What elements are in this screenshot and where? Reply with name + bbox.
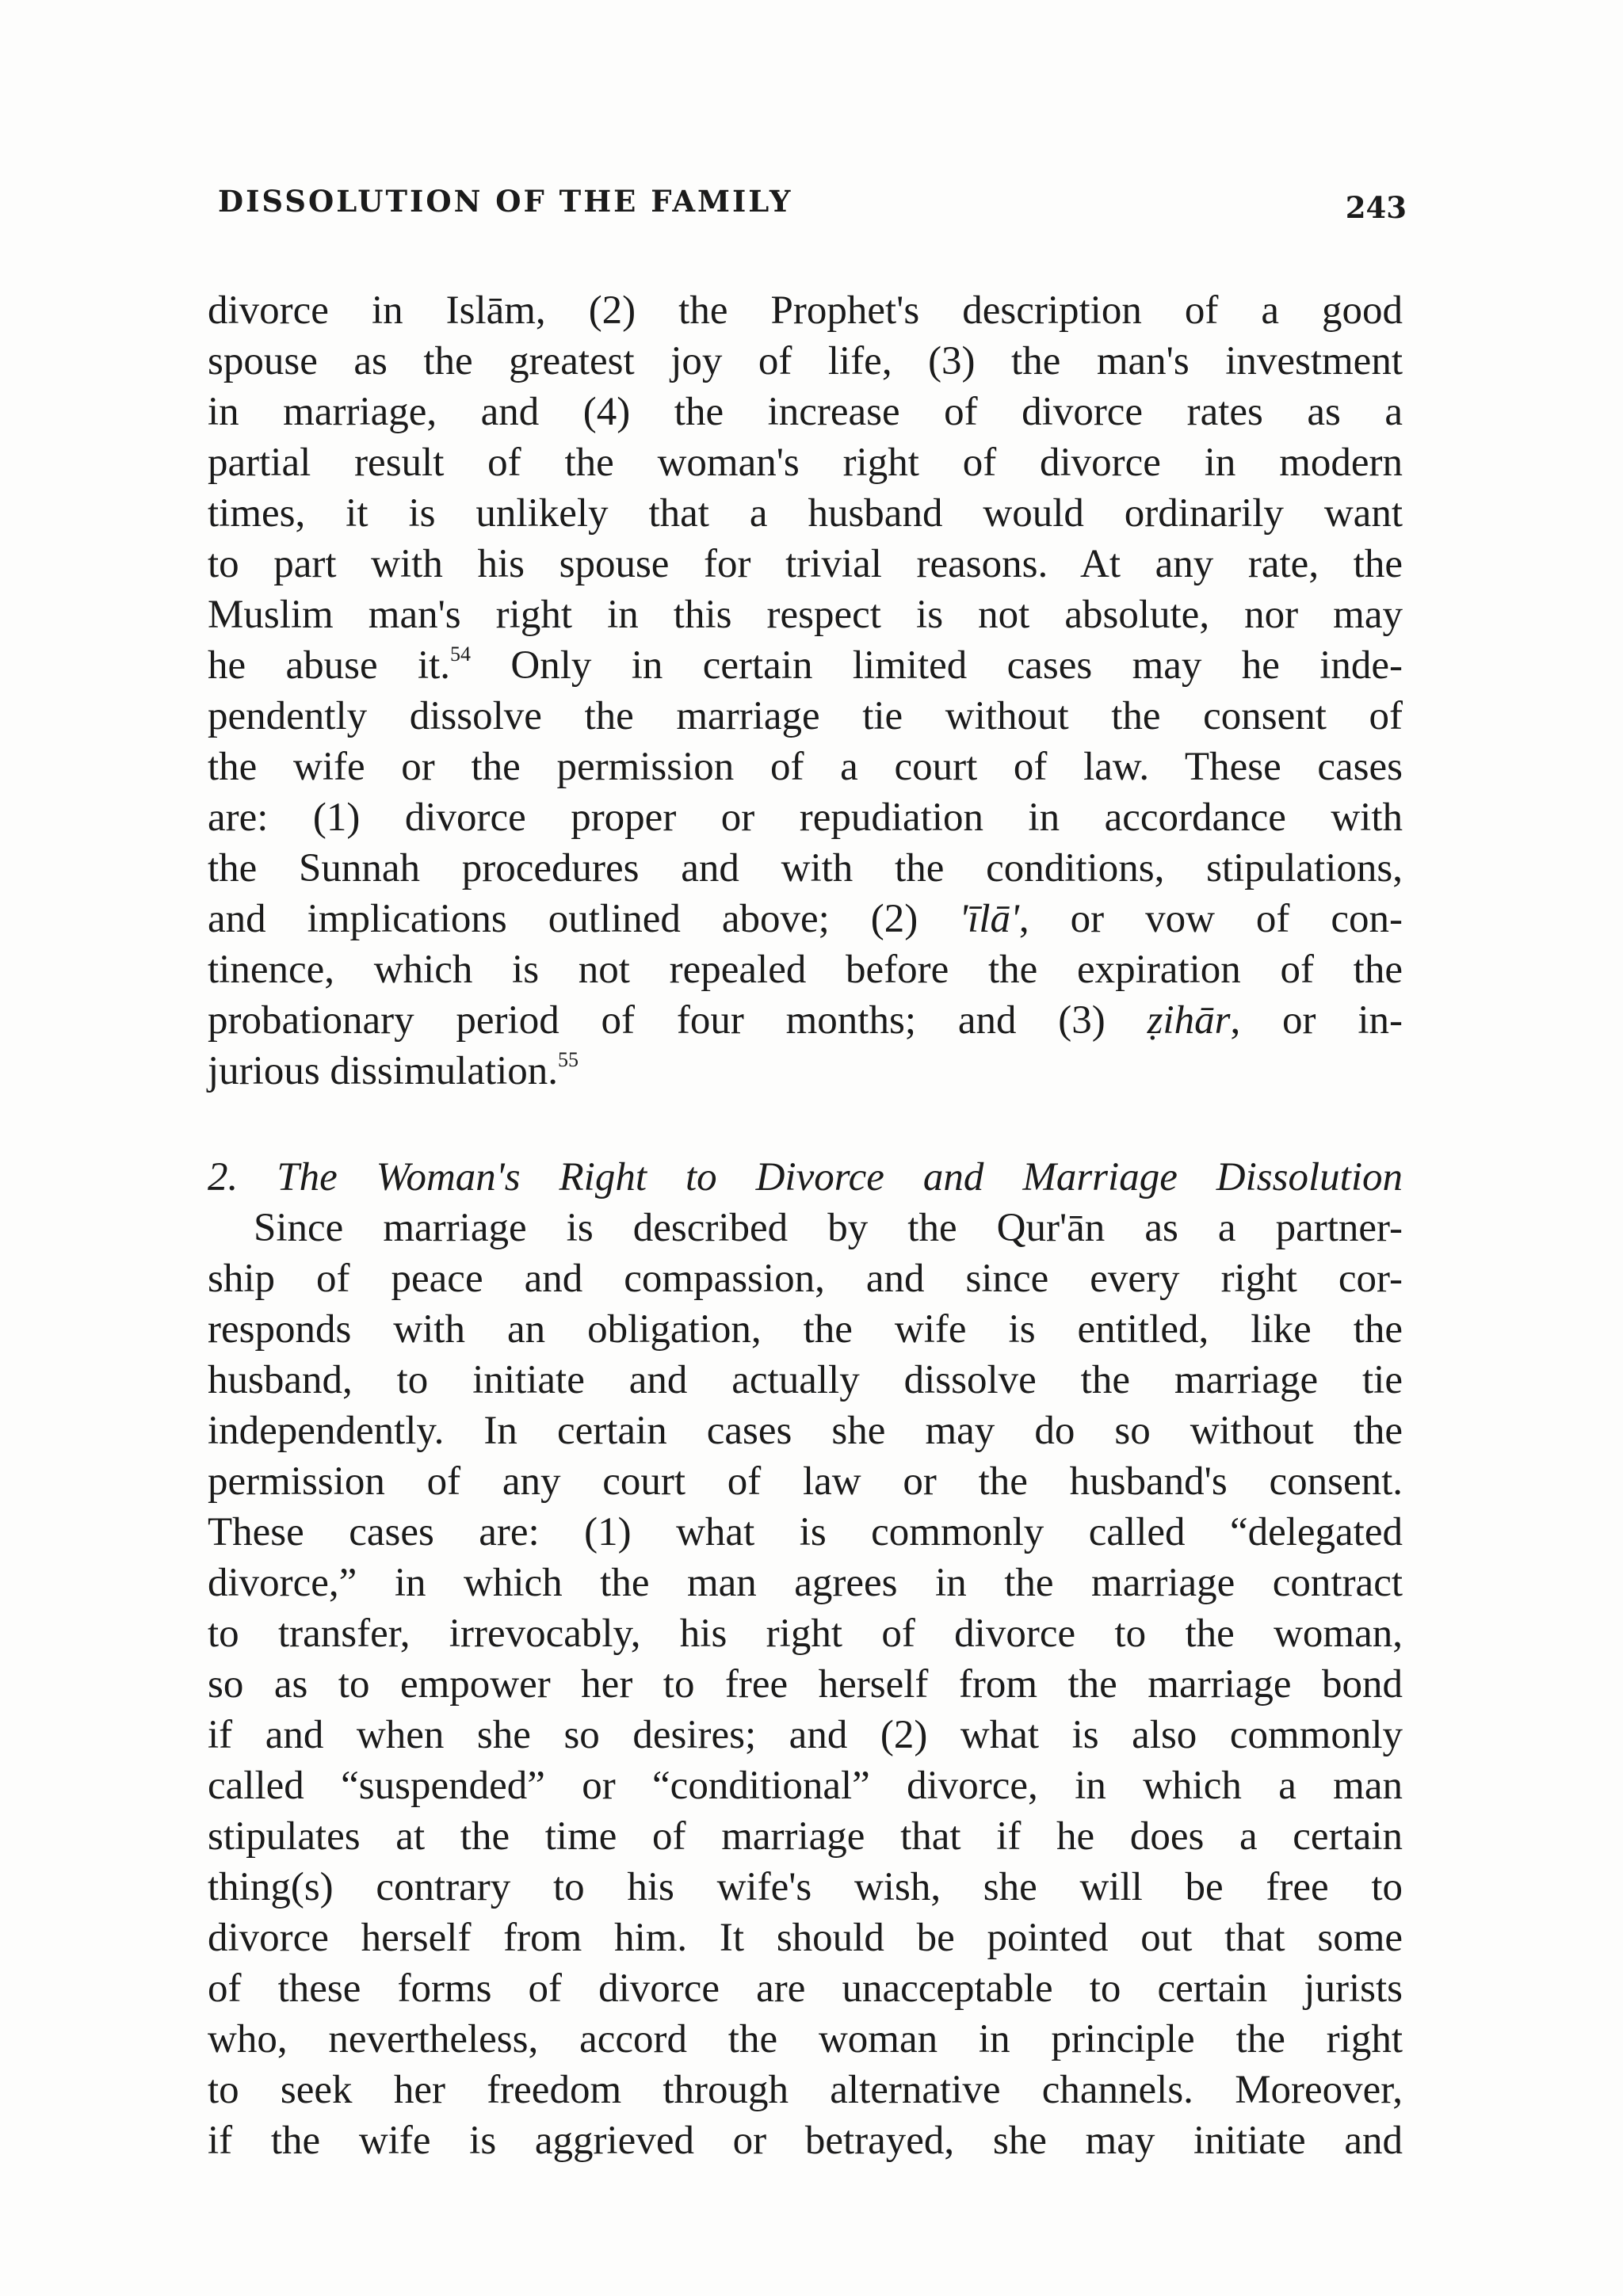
running-title: DISSOLUTION OF THE FAMILY	[218, 184, 793, 219]
text-line: to transfer, irrevocably, his right of divorce to the woman,	[208, 1611, 1403, 1656]
text-line: so as to empower her to free herself from the marriage bond	[208, 1662, 1403, 1707]
text-line: Muslim man's right in this respect is not absolute, nor may	[208, 593, 1403, 637]
text-fragment: jurious dissimulation.	[208, 1049, 559, 1093]
text-line: if and when she so desires; and (2) what is also commonly	[208, 1713, 1403, 1757]
paragraph-spacer	[208, 1097, 1403, 1152]
text-line: husband, to initiate and actually dissolve the marriage tie	[208, 1358, 1403, 1402]
text-fragment: probationary period of four months; and (3)	[208, 998, 1148, 1043]
text-line	[208, 640, 1403, 691]
text-line: responds with an obligation, the wife is entitled, like the	[208, 1307, 1403, 1352]
text-line: These cases are: (1) what is commonly called “delegated	[208, 1510, 1403, 1554]
text-fragment: Only in certain limited cases may he inde-	[471, 643, 1403, 688]
text-line: partial result of the woman's right of divorce in modern	[208, 441, 1403, 485]
text-fragment: , or vow of con-	[1018, 897, 1403, 941]
footnote-ref-54: 54	[450, 643, 472, 666]
text-line: divorce herself from him. It should be pointed out that some	[208, 1916, 1403, 1960]
text-line: thing(s) contrary to his wife's wish, she will be free to	[208, 1865, 1403, 1909]
text-line	[208, 1046, 1403, 1097]
text-fragment: , or in-	[1230, 998, 1403, 1043]
text-line: of these forms of divorce are unacceptable to certain jurists	[208, 1966, 1403, 2011]
text-line: times, it is unlikely that a husband would ordinarily want	[208, 491, 1403, 536]
text-fragment: he abuse it.	[208, 643, 451, 688]
text-line: pendently dissolve the marriage tie without the consent of	[208, 694, 1403, 738]
term-zihar: ẓihār	[1147, 998, 1231, 1043]
running-head	[218, 184, 1407, 239]
text-line: who, nevertheless, accord the woman in principle the right	[208, 2017, 1403, 2061]
text-line: in marriage, and (4) the increase of divorce rates as a	[208, 390, 1403, 434]
footnote-ref-55: 55	[558, 1048, 579, 1071]
text-line: called “suspended” or “conditional” divorce, in which a man	[208, 1764, 1403, 1808]
text-line: to part with his spouse for trivial reasons. At any rate, the	[208, 542, 1403, 586]
text-line: divorce,” in which the man agrees in the marriage contract	[208, 1561, 1403, 1605]
text-line: divorce in Islām, (2) the Prophet's description of a good	[208, 288, 1403, 333]
text-line: spouse as the greatest joy of life, (3) the man's investment	[208, 339, 1403, 383]
text-line: independently. In certain cases she may do so without the	[208, 1409, 1403, 1453]
page-number: 243	[1345, 190, 1407, 225]
text-line: are: (1) divorce proper or repudiation in accordance with	[208, 795, 1403, 840]
term-ila: 'īlā'	[959, 897, 1019, 941]
text-line: to seek her freedom through alternative channels. Moreover,	[208, 2068, 1403, 2112]
text-line: the Sunnah procedures and with the conditions, stipulations,	[208, 846, 1403, 891]
body-text	[208, 285, 1403, 2166]
text-line	[208, 995, 1403, 1046]
text-line	[208, 894, 1403, 944]
text-line: if the wife is aggrieved or betrayed, she may initiate and	[208, 2119, 1403, 2163]
text-line: tinence, which is not repealed before the expiration of the	[208, 948, 1403, 992]
text-line: ship of peace and compassion, and since every right cor-	[208, 1257, 1403, 1301]
text-line: stipulates at the time of marriage that if he does a certain	[208, 1814, 1403, 1859]
paragraph-1	[208, 285, 1403, 1097]
section-heading: 2. The Woman's Right to Divorce and Marriage Dissolution	[208, 1155, 1403, 1199]
text-line: Since marriage is described by the Qur'ān as a partner-	[254, 1206, 1403, 1250]
text-line: permission of any court of law or the husband's consent.	[208, 1459, 1403, 1504]
text-line: the wife or the permission of a court of law. These cases	[208, 745, 1403, 789]
paragraph-2	[208, 1203, 1403, 2166]
text-fragment: and implications outlined above; (2)	[208, 897, 960, 941]
